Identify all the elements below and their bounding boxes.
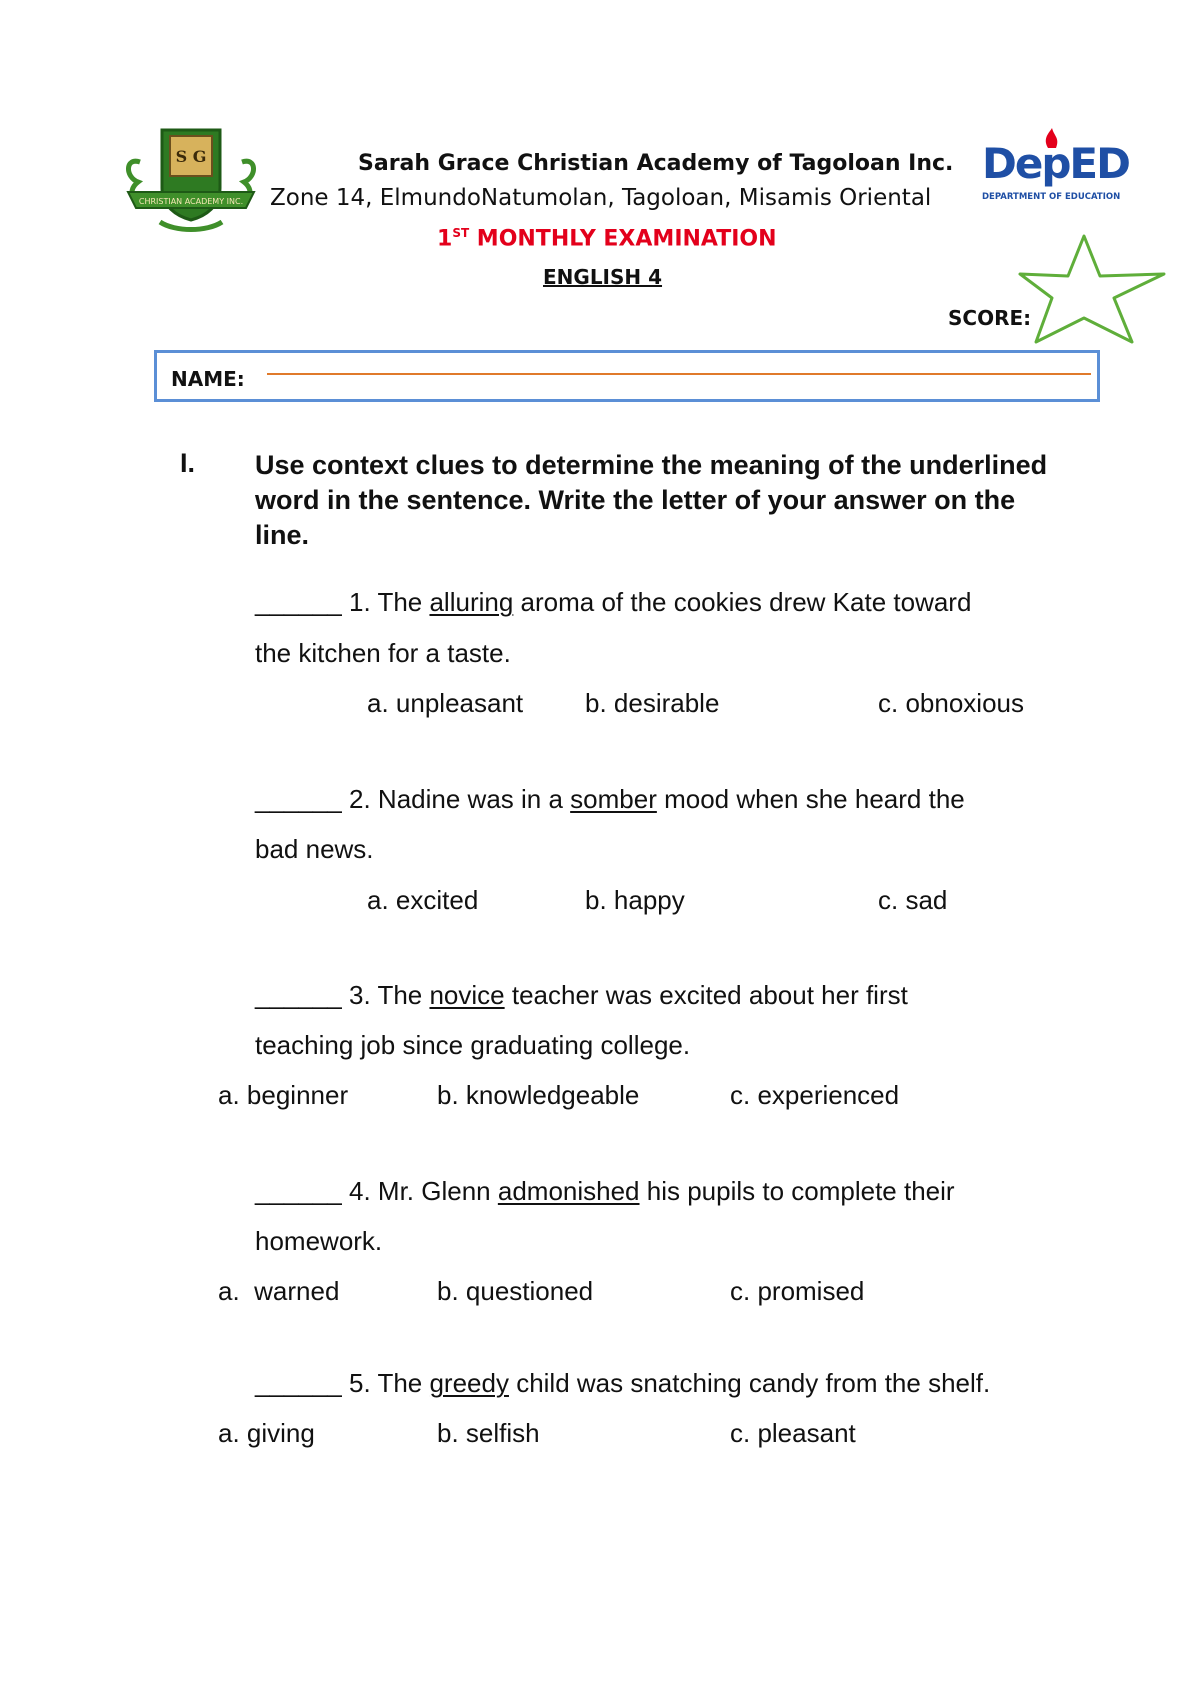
- choice-1b: b. desirable: [585, 688, 720, 718]
- question-3-line-2: teaching job since graduating college.: [255, 1030, 691, 1060]
- answer-blank-4[interactable]: ______: [255, 1176, 342, 1206]
- name-field[interactable]: [154, 350, 1100, 402]
- section-instructions: Use context clues to determine the meaning of the underlined word in the sentence. Write the letter of your answer on the line.: [255, 450, 1048, 550]
- question-3-line-1: [255, 982, 908, 1008]
- question-text: his pupils to complete their: [639, 1176, 955, 1206]
- question-text: Nadine was in a: [377, 784, 571, 814]
- answer-blank-2[interactable]: ______: [255, 784, 342, 814]
- choice-2b: b. happy: [585, 885, 685, 915]
- choice-3c: c. experienced: [730, 1080, 900, 1110]
- question-2-line-1: [255, 786, 965, 812]
- underlined-word: alluring: [429, 587, 514, 617]
- deped-logo-text: DepED: [982, 139, 1129, 188]
- answer-blank-5[interactable]: ______: [255, 1368, 342, 1398]
- subject-title: ENGLISH 4: [543, 265, 663, 289]
- answer-blank-1[interactable]: ______: [255, 587, 342, 617]
- score-star-icon[interactable]: [1018, 234, 1166, 346]
- question-text: mood when she heard the: [656, 784, 965, 814]
- question-4-line-1: [255, 1178, 955, 1204]
- choice-1a: a. unpleasant: [367, 688, 524, 718]
- choice-3a: a. beginner: [218, 1080, 349, 1110]
- underlined-word: somber: [570, 784, 657, 814]
- question-number: 5.: [349, 1368, 378, 1398]
- deped-logo-caption: DEPARTMENT OF EDUCATION: [982, 192, 1121, 202]
- choice-4a: a. warned: [218, 1276, 340, 1306]
- question-1-line-1: [255, 589, 971, 615]
- question-number: 3.: [349, 980, 378, 1010]
- school-address: Zone 14, ElmundoNatumolan, Tagoloan, Misamis Oriental: [270, 185, 932, 211]
- exam-number-suffix: ST: [452, 226, 470, 240]
- exam-number: 1: [437, 226, 453, 252]
- choice-4b: b. questioned: [437, 1276, 594, 1306]
- choice-5c: c. pleasant: [730, 1418, 856, 1448]
- question-text: Mr. Glenn: [377, 1176, 498, 1206]
- school-logo-banner: CHRISTIAN ACADEMY INC.: [138, 197, 244, 206]
- question-number: 4.: [349, 1176, 378, 1206]
- question-number: 2.: [349, 784, 378, 814]
- question-text: aroma of the cookies drew Kate toward: [513, 587, 972, 617]
- underlined-word: admonished: [497, 1176, 640, 1206]
- question-2-line-2: bad news.: [255, 834, 374, 864]
- question-number: 1.: [349, 587, 378, 617]
- underlined-word: novice: [429, 980, 505, 1010]
- school-name: Sarah Grace Christian Academy of Tagoloan Inc.: [358, 151, 954, 176]
- choice-2c: c. sad: [878, 885, 948, 915]
- question-5-line-1: [255, 1370, 990, 1396]
- choice-4c: c. promised: [730, 1276, 865, 1306]
- choice-5a: a. giving: [218, 1418, 315, 1448]
- question-text: teacher was excited about her first: [504, 980, 908, 1010]
- choice-2a: a. excited: [367, 885, 479, 915]
- choice-5b: b. selfish: [437, 1418, 540, 1448]
- question-text: The: [377, 587, 430, 617]
- question-text: child was snatching candy from the shelf.: [508, 1368, 991, 1398]
- school-logo-letters: S G: [175, 147, 207, 166]
- section-number: I.: [180, 448, 196, 478]
- name-line[interactable]: [267, 373, 1091, 375]
- exam-title: [437, 226, 777, 251]
- question-text: The: [377, 1368, 430, 1398]
- question-4-line-2: homework.: [255, 1226, 383, 1256]
- school-logo: [120, 122, 262, 234]
- deped-logo: [980, 128, 1130, 208]
- choice-1c: c. obnoxious: [878, 688, 1024, 718]
- answer-blank-3[interactable]: ______: [255, 980, 342, 1010]
- score-label: SCORE:: [948, 306, 1032, 330]
- question-text: The: [377, 980, 430, 1010]
- question-1-line-2: the kitchen for a taste.: [255, 638, 511, 668]
- underlined-word: greedy: [429, 1368, 509, 1398]
- exam-title-rest: MONTHLY EXAMINATION: [469, 226, 777, 252]
- choice-3b: b. knowledgeable: [437, 1080, 640, 1110]
- name-label: NAME:: [171, 367, 245, 391]
